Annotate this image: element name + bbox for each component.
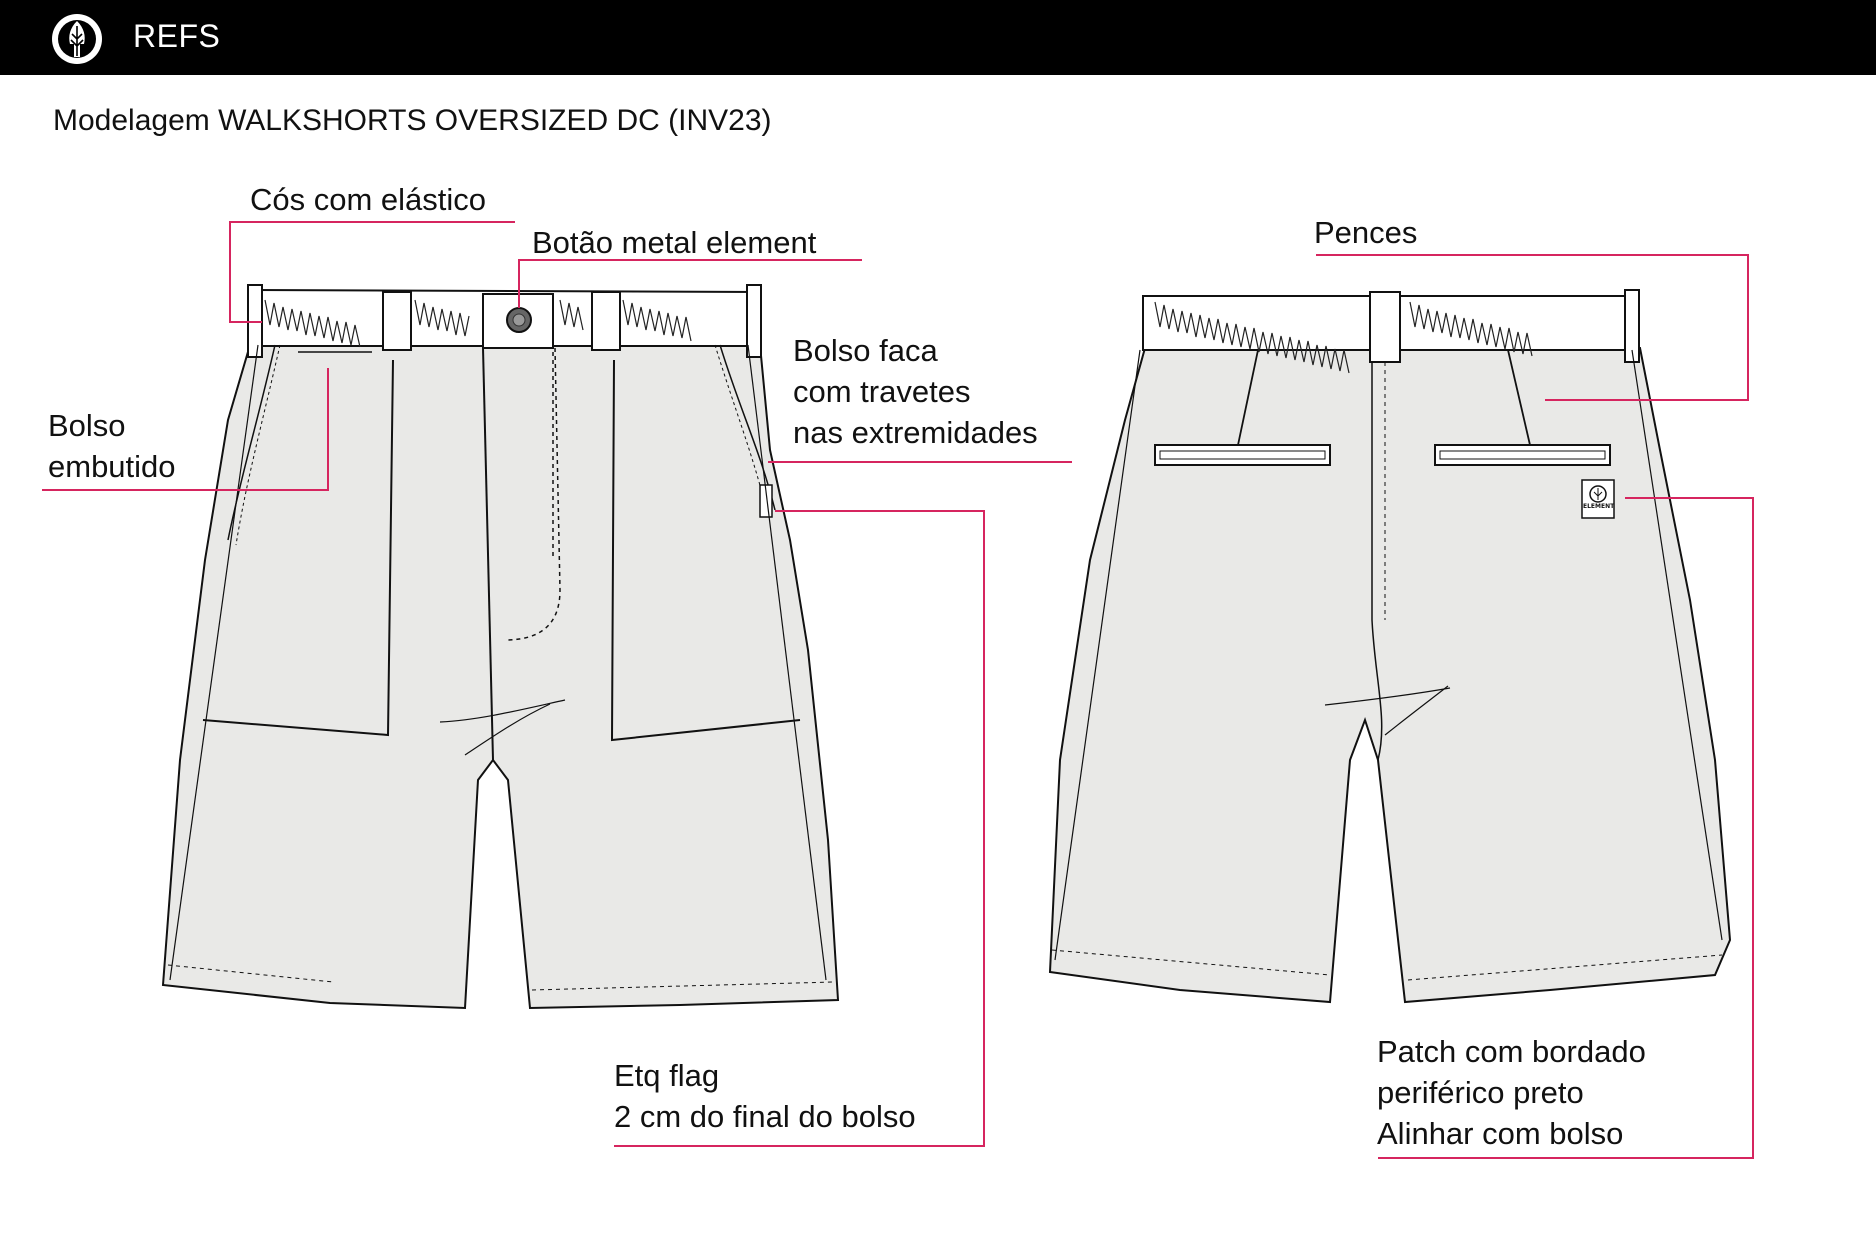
callout-darts: Pences: [1314, 215, 1418, 250]
front-shorts-drawing: [163, 285, 838, 1008]
callout-waistband: Cós com elástico: [250, 182, 487, 217]
belt-loop: [383, 292, 411, 350]
back-belt-loop: [1370, 292, 1400, 362]
callout-inset-pocket: [48, 405, 176, 487]
callout-flag-label-line: Etq flag: [614, 1058, 720, 1093]
back-shorts-body: [1050, 348, 1730, 1002]
callout-patch: [1377, 1031, 1646, 1154]
front-shorts-body: [163, 345, 838, 1008]
callout-knife-pocket-line: nas extremidades: [793, 415, 1038, 450]
belt-loop: [592, 292, 620, 350]
section-label: REFS: [133, 18, 221, 54]
callout-knife-pocket-line: com travetes: [793, 374, 971, 409]
callout-patch-line: Patch com bordado: [1377, 1034, 1646, 1069]
callout-knife-pocket-line: Bolso faca: [793, 333, 938, 368]
callout-inset-pocket-line: Bolso: [48, 408, 126, 443]
callout-button: Botão metal element: [532, 225, 817, 260]
page-title: Modelagem WALKSHORTS OVERSIZED DC (INV23): [53, 104, 772, 137]
callout-flag-label: [614, 1055, 916, 1137]
callout-inset-pocket-line: embutido: [48, 449, 176, 484]
patch-label-text: ELEMENT: [1583, 503, 1615, 510]
callout-knife-pocket: [793, 330, 1038, 453]
callout-patch-line: Alinhar com bolso: [1377, 1116, 1624, 1151]
back-shorts-drawing: [1050, 290, 1730, 1002]
callout-patch-line: periférico preto: [1377, 1075, 1584, 1110]
callout-flag-label-line: 2 cm do final do bolso: [614, 1099, 916, 1134]
belt-loop: [747, 285, 761, 357]
